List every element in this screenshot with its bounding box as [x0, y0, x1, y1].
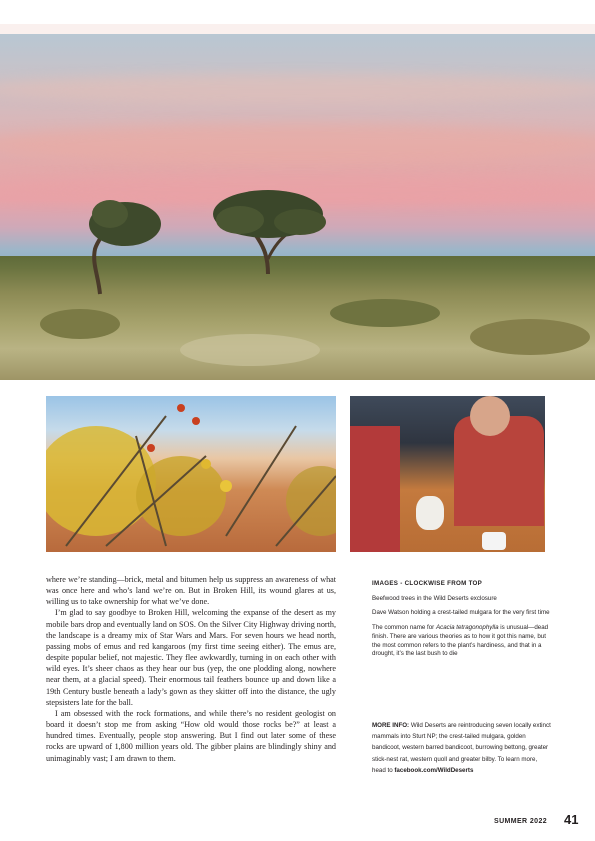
mulgara-photo: [350, 396, 545, 552]
body-paragraph: where we’re standing—brick, metal and bitumen help us suppress an awareness of what was once here and who’s land we’re on. But in Broken Hill, its wound glares at us, willing us to take ownership for what we’ve done.: [46, 575, 336, 607]
mulgara-animal: [416, 496, 444, 530]
image-captions: [372, 580, 552, 665]
hero-photo: [0, 34, 595, 380]
shrub: [470, 319, 590, 355]
shrub: [330, 299, 440, 327]
top-strip: [0, 24, 595, 34]
more-info-box: [372, 720, 552, 776]
caption-acacia: [372, 624, 552, 659]
container: [482, 532, 506, 550]
top-margin: [0, 0, 595, 34]
more-info-link[interactable]: facebook.com/WildDeserts: [394, 766, 474, 774]
body-paragraph: I am obsessed with the rock formations, and while there’s no resident geologist on board it doesn’t stop me from asking “How old would those rocks be?” at least a hundred times. Eventually, people stop answering. But I find out later some of these rocks are upward of 1,800 million years old. The gibber plains are blindingly shiny and unimaginably vast; I am drawn to them.: [46, 708, 336, 763]
more-info-text: Wild Deserts are reintroducing seven locally extinct mammals into Sturt NP; the crest-tailed mulgara, golden bandicoot, western barred bandicoot, burrowing bettong, greater stick-nest rat, western quoll and greater bilby. To learn more, head to: [372, 722, 551, 774]
acacia-branches: [46, 396, 336, 552]
body-paragraph: I’m glad to say goodbye to Broken Hill, welcoming the expanse of the desert as my mobile bars drop and eventually land on SOS. On the Silver City Highway driving north, the landscape is a dreamy mix of Star Wars and Mars. For seven hours we head north, passing mobs of emus and red kangaroos (my first time seeing either). The emus are, despite popular belief, not majestic. They flee awkwardly, turning in on each other with wild eyes. It’s sheer chaos as they hear our bus (yep, the one plodding along, nowhere near them, at a glacial speed). Their enormous tail feathers bounce up and down like a 19th Century bustle beneath a lady’s gown as they skitter off into the distance, the ugly stepsisters late for the ball.: [46, 608, 336, 707]
more-info-label: MORE INFO:: [372, 722, 410, 729]
page-number: 41: [564, 812, 579, 827]
caption-acacia-text: is unusual—dead finish. There are various theories as to how it got this name, but the most common refers to the plant’s hardiness, and that in a drought, it’s the last bush to die: [372, 624, 549, 658]
person-left: [350, 426, 400, 552]
shrub: [40, 309, 120, 339]
caption-acacia-species: Acacia tetragonophylla: [435, 624, 499, 632]
article-body: [46, 574, 336, 764]
caption-hero: Beefwood trees in the Wild Deserts exclosure: [372, 594, 497, 602]
issue-label: SUMMER 2022: [494, 818, 548, 825]
acacia-photo: [46, 396, 336, 552]
caption-acacia-text: The common name for: [372, 624, 436, 632]
captions-heading: IMAGES - CLOCKWISE FROM TOP: [372, 580, 483, 587]
caption-mulgara: Dave Watson holding a crest-tailed mulgara for the very first time: [372, 609, 550, 617]
grass-tussock: [180, 334, 320, 366]
face: [470, 396, 510, 436]
